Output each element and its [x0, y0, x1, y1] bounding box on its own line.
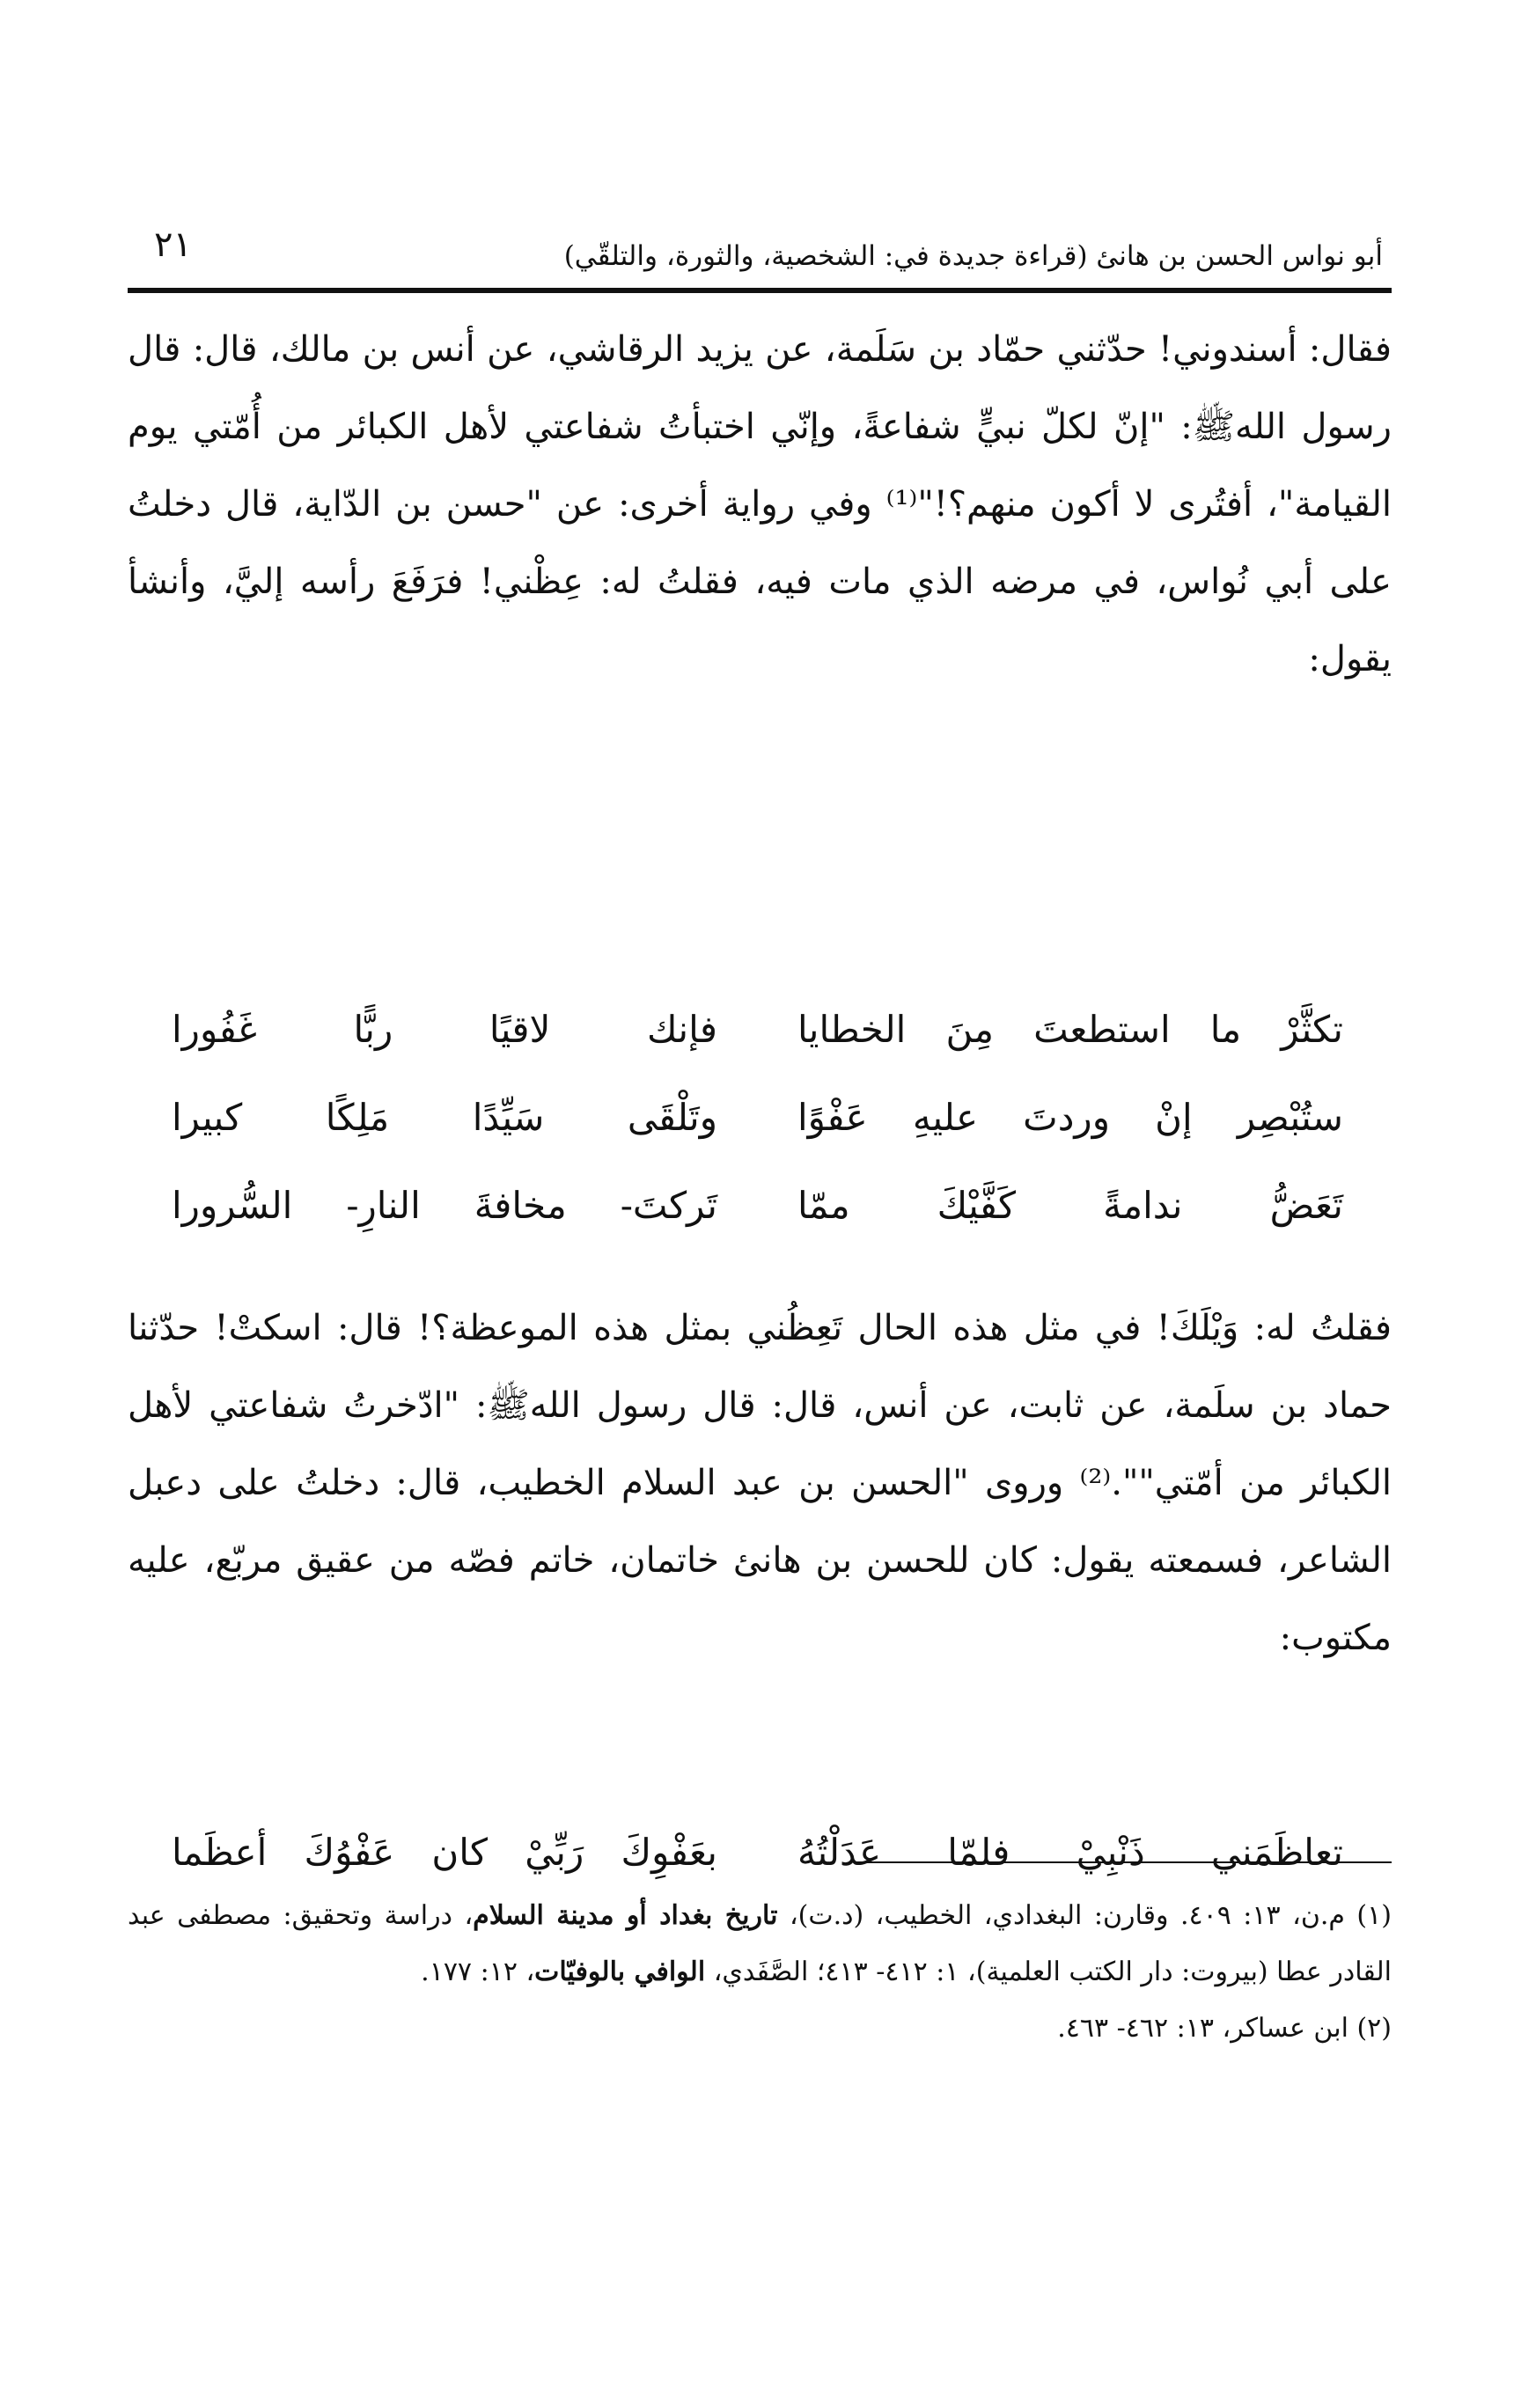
running-title: أبو نواس الحسن بن هانئ (قراءة جديدة في: الشخصية، والثورة، والتلقّي): [563, 240, 1383, 272]
verse-line: [128, 1096, 1392, 1184]
paragraph-2: فقلتُ له: وَيْلَكَ! في مثل هذه الحال تَعِظُني بمثل هذه الموعظة؟! قال: اسكتْ! حدّثنا حماد بن سلَمة، عن ثابت، عن أنس، قال: قال رسول اللهﷺ: "ادّخرتُ شفاعتي لأهل الكبائر من أمّتي"".⁽²⁾ وروى "الحسن بن عبد السلام الخطيب، قال: دخلتُ على دعبل الشاعر، فسمعته يقول: كان للحسن بن هانئ خاتمان، خاتم فصّه من عقيق مربّع، عليه مكتوب:: [128, 1308, 1392, 1658]
verse-hemistich-first: تَعَضُّ ندامةً كَفَّيْكَ ممّا: [797, 1184, 1343, 1227]
verse-hemistich-second: بعَفْوِكَ رَبِّيْ كان عَفْوُكَ أعظَما: [172, 1831, 717, 1874]
verse-hemistich-first: تعاظَمَني ذَنْبِيْ فلمّا عَدَلْتُهُ: [797, 1831, 1343, 1874]
verse-hemistich-second: فإنك لاقيًا ربًّا غَفُورا: [172, 1008, 717, 1051]
verse-hemistich-second: تَركتَ- مخافةَ النارِ- السُّرورا: [172, 1184, 717, 1227]
page-number: ٢١: [154, 224, 192, 265]
footnote-1-text: (١) م.ن، ١٣: ٤٠٩. وقارن: البغدادي، الخطيب، (د.ت)،: [777, 1900, 1392, 1931]
footnote-rule: [855, 1861, 1392, 1863]
footnote-1: [128, 1888, 1392, 2001]
footnote-1-title: تاريخ بغداد أو مدينة السلام: [473, 1900, 778, 1931]
footnotes: [128, 1888, 1392, 2057]
paragraph-1: فقال: أسندوني! حدّثني حمّاد بن سَلَمة، عن يزيد الرقاشي، عن أنس بن مالك، قال: قال رسول اللهﷺ: "إنّ لكلّ نبيٍّ شفاعةً، وإنّي اختبأتُ شفاعتي لأهل الكبائر من أُمّتي يوم القيامة"، أفتُرى لا أكون منهم؟!"⁽¹⁾ وفي رواية أخرى: عن "حسن بن الدّاية، قال دخلتُ على أبي نُواس، في مرضه الذي مات فيه، فقلتُ له: عِظْني! فرَفَعَ رأسه إليَّ، وأنشأ يقول:: [128, 329, 1392, 679]
footnote-1-text: ، دراسة وتحقيق: مصطفى عبد القادر عطا (بيروت: دار الكتب العلمية)، ١: ٤١٢- ٤١٣؛ الصَّفَدي،: [128, 1900, 1392, 1987]
verse-line: [128, 1008, 1392, 1096]
verse-hemistich-second: وتَلْقَى سَيِّدًا مَلِكًا كبيرا: [172, 1096, 717, 1139]
footnote-2: (٢) ابن عساكر، ١٣: ٤٦٢- ٤٦٣.: [1057, 2013, 1392, 2044]
header-rule: [128, 288, 1392, 293]
verse-line: [128, 1184, 1392, 1272]
verse-hemistich-first: ستُبْصِر إنْ وردتَ عليهِ عَفْوًا: [797, 1096, 1343, 1139]
footnote-1-title: الوافي بالوفيّات: [534, 1956, 706, 1987]
footnote-1-text: ، ١٢: ١٧٧.: [421, 1956, 535, 1987]
document-page: [128, 198, 1392, 2328]
verse-hemistich-first: تكثَّرْ ما استطعتَ مِنَ الخطايا: [797, 1008, 1343, 1051]
page-header: [128, 216, 1392, 277]
poem-1: [128, 1008, 1392, 1272]
